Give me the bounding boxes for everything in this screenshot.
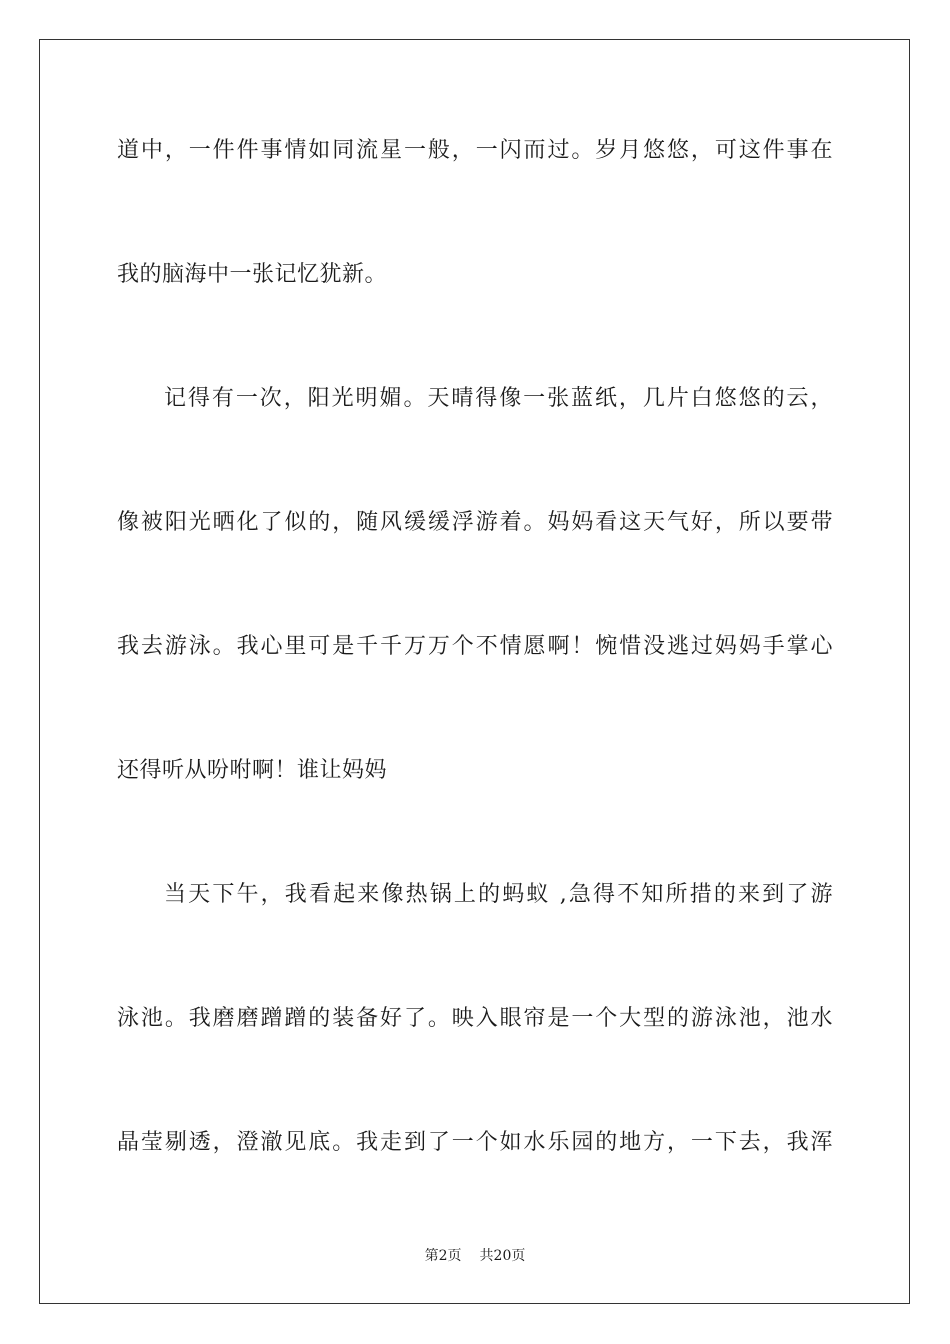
body-text-line: 泳池。我磨磨蹭蹭的装备好了。映入眼帘是一个大型的游泳池，池水 (117, 1006, 833, 1031)
body-text-line: 道中，一件件事情如同流星一般，一闪而过。岁月悠悠，可这件事在 (117, 138, 833, 163)
paragraph-first-line: 当天下午，我看起来像热锅上的蚂蚁 ,急得不知所措的来到了游 (164, 882, 833, 907)
body-text-line: 还得听从吩咐啊！谁让妈妈 (117, 758, 388, 783)
body-text-line: 我去游泳。我心里可是千千万万个不情愿啊！惋惜没逃过妈妈手掌心 (117, 634, 833, 659)
page-footer (0, 1247, 950, 1265)
paragraph-first-line: 记得有一次，阳光明媚。天晴得像一张蓝纸，几片白悠悠的云， (164, 386, 833, 411)
body-text-line: 晶莹剔透，澄澈见底。我走到了一个如水乐园的地方，一下去，我浑 (117, 1130, 833, 1155)
body-text-line: 我的脑海中一张记忆犹新。 (117, 262, 388, 287)
total-pages: 共20页 (479, 1248, 526, 1264)
page-border (39, 39, 910, 1304)
page-number: 第2页 (424, 1248, 462, 1264)
body-text-line: 像被阳光晒化了似的，随风缓缓浮游着。妈妈看这天气好，所以要带 (117, 510, 833, 535)
